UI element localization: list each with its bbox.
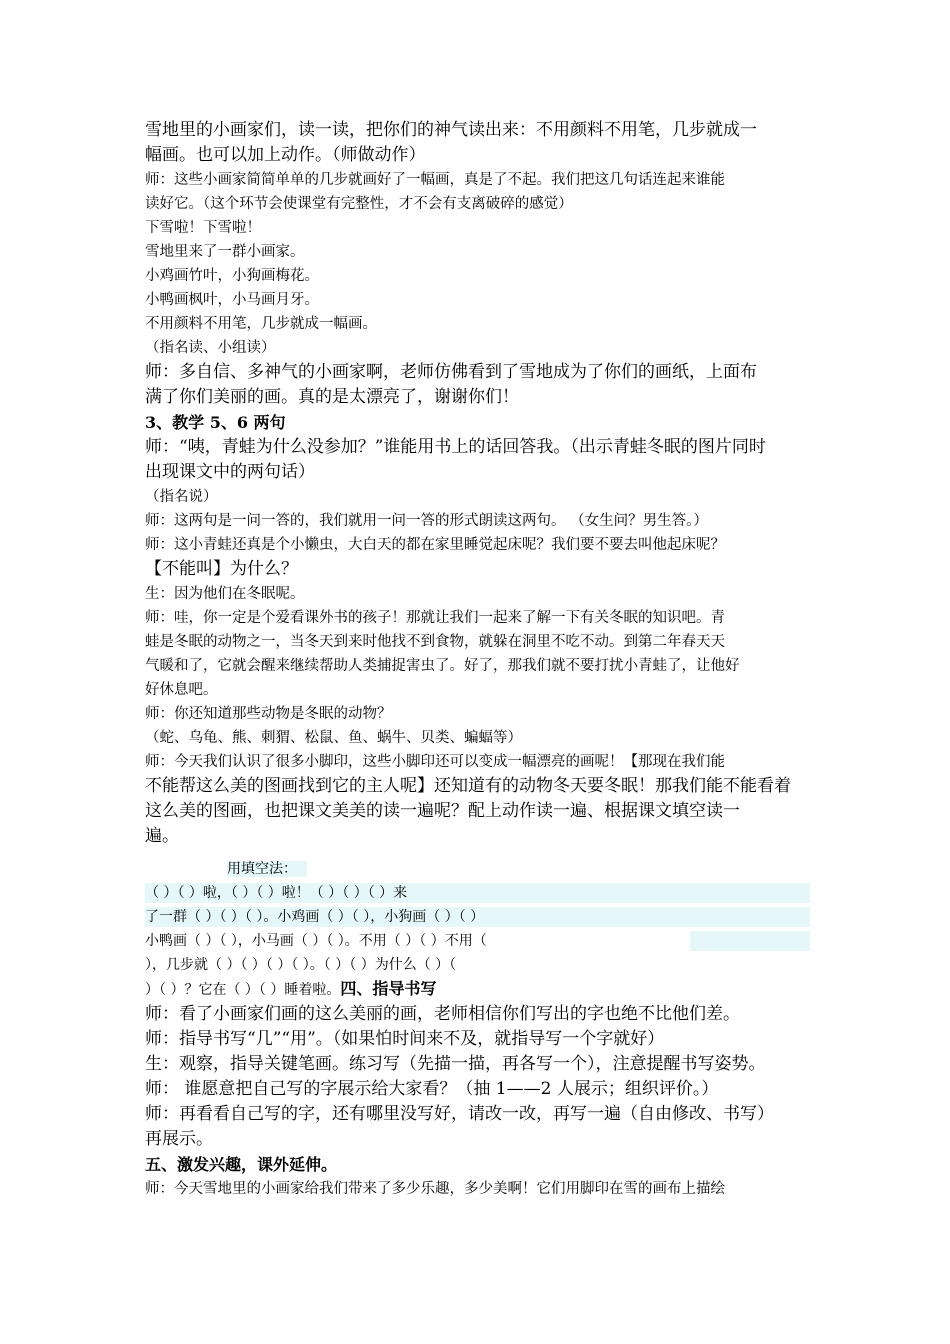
fill-blank-line bbox=[145, 929, 810, 953]
fill-blank-title bbox=[227, 857, 810, 881]
text-line: 好休息吧。 bbox=[145, 682, 218, 698]
text-line: 小鸭画枫叶，小马画月牙。 bbox=[145, 292, 319, 308]
text-line: 师：今天雪地里的小画家给我们带来了多少乐趣，多少美啊！它们用脚印在雪的画布上描绘 bbox=[145, 1181, 725, 1197]
fill-blank-line bbox=[145, 953, 810, 977]
text-line: 师：指导书写“几”“用”。（如果怕时间来不及，就指导写一个字就好） bbox=[145, 1029, 665, 1049]
text-line: 雪地里来了一群小画家。 bbox=[145, 244, 305, 260]
fill-blank-text: 了一群（ ）（ ）（ ）。小鸡画（ ）（ ），小狗画（ ）（ ） bbox=[145, 909, 485, 925]
text-line: 幅画。也可以加上动作。（师做动作） bbox=[145, 145, 426, 165]
text-line: 【不能叫】为什么？ bbox=[145, 559, 298, 579]
fill-blank-title-text: 用填空法： bbox=[227, 861, 307, 877]
text-line: 遍。 bbox=[145, 826, 179, 846]
fill-blank-exercise bbox=[145, 881, 810, 1002]
text-line: 再展示。 bbox=[145, 1129, 213, 1149]
section-heading: 3、教学 5、6 两句 bbox=[145, 413, 286, 432]
text-line: 蛙是冬眠的动物之一，当冬天到来时他找不到食物，就躲在洞里不吃不动。到第二年春天天 bbox=[145, 634, 725, 650]
text-line: 小鸡画竹叶，小狗画梅花。 bbox=[145, 268, 319, 284]
highlight-bar bbox=[690, 931, 810, 951]
fill-blank-line bbox=[145, 977, 810, 1002]
text-line: 气暖和了，它就会醒来继续帮助人类捕捉害虫了。好了，那我们就不要打扰小青蛙了，让他好 bbox=[145, 658, 740, 674]
text-line: 生：因为他们在冬眠呢。 bbox=[145, 586, 305, 602]
fill-blank-line bbox=[145, 905, 810, 929]
fill-blank-text: （ ）（ ）啦，（ ）（ ）啦！（ ）（ ）（ ）来 bbox=[145, 885, 408, 901]
section-heading: 四、指导书写 bbox=[340, 979, 437, 998]
text-line: 师：“咦，青蛙为什么没参加？”谁能用书上的话回答我。（出示青蛙冬眠的图片同时 bbox=[145, 437, 766, 457]
fill-blank-text: 小鸭画（ ）（ ），小马画（ ）（ ）。不用（ ）（ ）不用（ bbox=[145, 933, 487, 949]
text-line: 下雪啦！下雪啦！ bbox=[145, 220, 261, 236]
text-line: 师：这小青蛙还真是个小懒虫，大白天的都在家里睡觉起床呢？我们要不要去叫他起床呢？ bbox=[145, 537, 725, 553]
text-line: （指名说） bbox=[145, 489, 218, 505]
text-line: 这么美的图画，也把课文美美的读一遍呢？配上动作读一遍、根据课文填空读一 bbox=[145, 801, 740, 821]
body-text-block-2 bbox=[145, 1002, 810, 1201]
text-line: 师：今天我们认识了很多小脚印，这些小脚印还可以变成一幅漂亮的画呢！【那现在我们能 bbox=[145, 754, 725, 770]
text-line: 师：再看看自己写的字，还有哪里没写好，请改一改，再写一遍（自由修改、书写） bbox=[145, 1104, 774, 1124]
text-line: 满了你们美丽的画。真的是太漂亮了，谢谢你们！ bbox=[145, 387, 519, 407]
fill-blank-line bbox=[145, 881, 810, 905]
text-line: 不用颜料不用笔，几步就成一幅画。 bbox=[145, 316, 377, 332]
fill-blank-text: ），几步就（ ）（ ）（ ）（ ）。（ ）（ ）为什么（ ）（ bbox=[145, 957, 457, 973]
document-page bbox=[145, 118, 810, 1201]
text-line: 师：这些小画家简简单单的几步就画好了一幅画，真是了不起。我们把这几句话连起来谁能 bbox=[145, 172, 725, 188]
body-text-block-1 bbox=[145, 118, 810, 849]
text-line: （蛇、乌龟、熊、刺猬、松鼠、鱼、蜗牛、贝类、蝙蝠等） bbox=[145, 730, 522, 746]
text-line: 不能帮这么美的图画找到它的主人呢】还知道有的动物冬天要冬眠！那我们能不能看着 bbox=[145, 776, 791, 796]
text-line: 出现课文中的两句话） bbox=[145, 462, 315, 482]
text-line: 读好它。（这个环节会使课堂有完整性，才不会有支离破碎的感觉） bbox=[145, 196, 573, 212]
text-line: 师：多自信、多神气的小画家啊，老师仿佛看到了雪地成为了你们的画纸，上面布 bbox=[145, 362, 757, 382]
text-line: 师： 谁愿意把自己写的字展示给大家看？（抽 1——2 人展示；组织评价。） bbox=[145, 1079, 719, 1099]
text-line: 师：看了小画家们画的这么美丽的画，老师相信你们写出的字也绝不比他们差。 bbox=[145, 1004, 740, 1024]
text-line: （指名读、小组读） bbox=[145, 340, 276, 356]
fill-blank-text: ）（ ）？它在（ ）（ ）睡着啦。 bbox=[145, 982, 341, 998]
text-line: 师：这两句是一问一答的，我们就用一问一答的形式朗读这两句。 （女生问？男生答。） bbox=[145, 513, 708, 529]
text-line: 师：你还知道那些动物是冬眠的动物？ bbox=[145, 706, 392, 722]
section-heading: 五、激发兴趣，课外延伸。 bbox=[145, 1155, 338, 1174]
text-line: 师：哇，你一定是个爱看课外书的孩子！那就让我们一起来了解一下有关冬眠的知识吧。青 bbox=[145, 610, 725, 626]
text-line: 生：观察，指导关键笔画。练习写（先描一描，再各写一个），注意提醒书写姿势。 bbox=[145, 1054, 766, 1074]
text-line: 雪地里的小画家们，读一读，把你们的神气读出来：不用颜料不用笔，几步就成一 bbox=[145, 120, 757, 140]
